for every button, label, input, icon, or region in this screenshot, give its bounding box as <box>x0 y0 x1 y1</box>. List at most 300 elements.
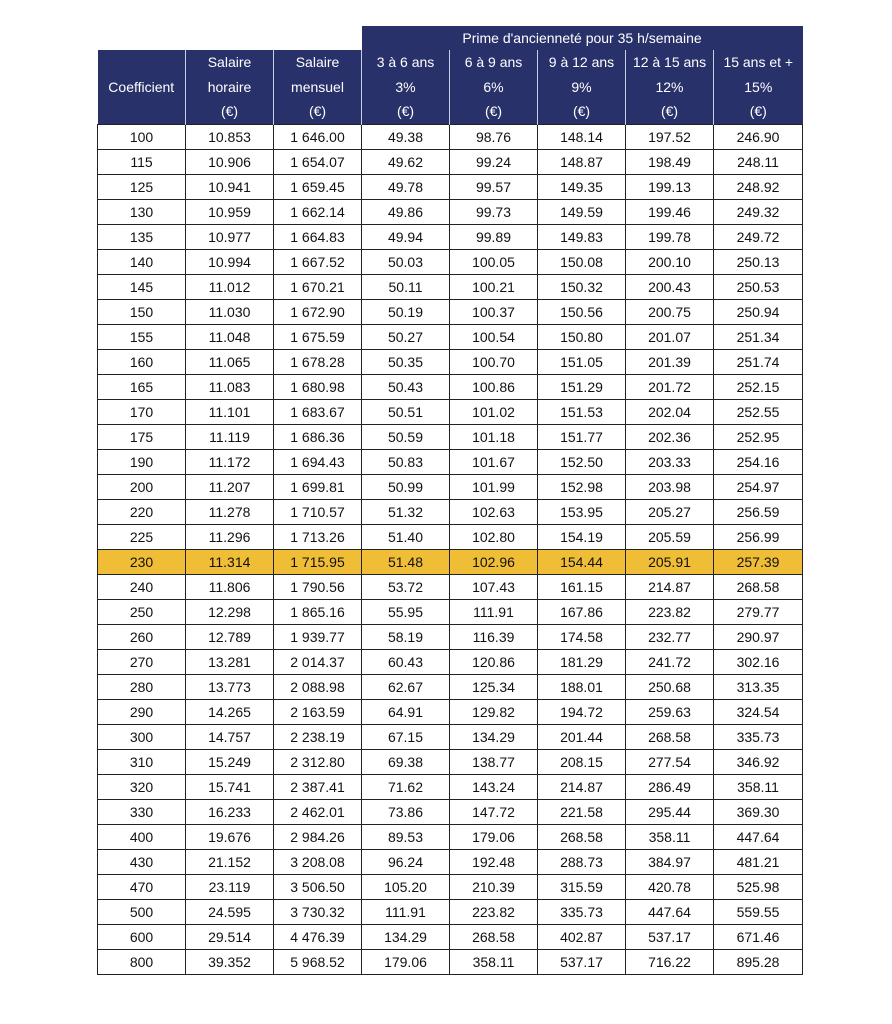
table-cell: 358.11 <box>626 825 714 850</box>
table-cell: 148.14 <box>538 125 626 150</box>
table-row <box>98 575 803 600</box>
table-cell: 53.72 <box>362 575 450 600</box>
header-salaire-mensuel <box>274 50 362 125</box>
table-cell: 100.86 <box>450 375 538 400</box>
table-cell: 250 <box>98 600 186 625</box>
table-cell: 249.32 <box>714 200 803 225</box>
table-cell: 102.80 <box>450 525 538 550</box>
table-cell: 302.16 <box>714 650 803 675</box>
table-cell: 192.48 <box>450 850 538 875</box>
table-cell: 188.01 <box>538 675 626 700</box>
table-cell: 175 <box>98 425 186 450</box>
table-cell: 16.233 <box>186 800 274 825</box>
salary-table-container <box>97 26 802 975</box>
table-cell: 248.92 <box>714 175 803 200</box>
table-cell: 800 <box>98 950 186 975</box>
table-cell: 481.21 <box>714 850 803 875</box>
table-cell: 201.72 <box>626 375 714 400</box>
table-cell: 252.95 <box>714 425 803 450</box>
table-cell: 50.27 <box>362 325 450 350</box>
header-line: 6% <box>483 79 504 95</box>
table-cell: 2 014.37 <box>274 650 362 675</box>
table-cell: 29.514 <box>186 925 274 950</box>
table-cell: 470 <box>98 875 186 900</box>
table-cell: 12.789 <box>186 625 274 650</box>
table-cell: 60.43 <box>362 650 450 675</box>
table-cell: 402.87 <box>538 925 626 950</box>
table-row <box>98 600 803 625</box>
table-cell: 225 <box>98 525 186 550</box>
table-cell: 251.34 <box>714 325 803 350</box>
table-cell: 2 163.59 <box>274 700 362 725</box>
table-cell: 257.39 <box>714 550 803 575</box>
table-cell: 194.72 <box>538 700 626 725</box>
table-cell: 151.77 <box>538 425 626 450</box>
table-cell: 1 672.90 <box>274 300 362 325</box>
table-row <box>98 675 803 700</box>
table-cell: 1 683.67 <box>274 400 362 425</box>
table-row <box>98 950 803 975</box>
table-cell: 170 <box>98 400 186 425</box>
table-row <box>98 250 803 275</box>
table-cell: 21.152 <box>186 850 274 875</box>
table-cell: 149.35 <box>538 175 626 200</box>
table-cell: 101.67 <box>450 450 538 475</box>
table-cell: 295.44 <box>626 800 714 825</box>
table-cell: 150.08 <box>538 250 626 275</box>
table-cell: 174.58 <box>538 625 626 650</box>
header-line: 9% <box>571 79 592 95</box>
table-cell: 270 <box>98 650 186 675</box>
table-cell: 134.29 <box>362 925 450 950</box>
table-cell: 221.58 <box>538 800 626 825</box>
table-cell: 111.91 <box>362 900 450 925</box>
table-cell: 1 715.95 <box>274 550 362 575</box>
header-line: 12 à 15 ans <box>632 54 707 70</box>
table-cell: 145 <box>98 275 186 300</box>
table-cell: 50.03 <box>362 250 450 275</box>
table-row <box>98 900 803 925</box>
table-row <box>98 200 803 225</box>
header-line: (€) <box>220 103 239 119</box>
table-cell: 50.43 <box>362 375 450 400</box>
header-columns-row <box>98 50 803 125</box>
table-cell: 150.56 <box>538 300 626 325</box>
table-row <box>98 725 803 750</box>
table-cell: 50.59 <box>362 425 450 450</box>
table-cell: 201.44 <box>538 725 626 750</box>
table-cell: 120.86 <box>450 650 538 675</box>
table-cell: 249.72 <box>714 225 803 250</box>
table-cell: 154.19 <box>538 525 626 550</box>
table-cell: 10.906 <box>186 150 274 175</box>
table-cell: 1 699.81 <box>274 475 362 500</box>
table-cell: 202.04 <box>626 400 714 425</box>
table-row <box>98 925 803 950</box>
table-cell: 210.39 <box>450 875 538 900</box>
table-row <box>98 325 803 350</box>
table-cell: 200.75 <box>626 300 714 325</box>
header-line: 3 à 6 ans <box>376 54 435 70</box>
table-cell: 384.97 <box>626 850 714 875</box>
table-cell: 248.11 <box>714 150 803 175</box>
table-cell: 346.92 <box>714 750 803 775</box>
table-cell: 1 694.43 <box>274 450 362 475</box>
table-cell: 101.02 <box>450 400 538 425</box>
table-cell: 49.86 <box>362 200 450 225</box>
table-cell: 277.54 <box>626 750 714 775</box>
header-line: Salaire <box>295 54 340 70</box>
table-cell: 220 <box>98 500 186 525</box>
header-coefficient <box>98 50 186 125</box>
header-group-row <box>98 26 803 50</box>
table-row <box>98 300 803 325</box>
table-cell: 15.249 <box>186 750 274 775</box>
table-cell: 24.595 <box>186 900 274 925</box>
table-cell: 254.16 <box>714 450 803 475</box>
table-cell: 268.58 <box>626 725 714 750</box>
table-cell: 315.59 <box>538 875 626 900</box>
table-row <box>98 275 803 300</box>
table-cell: 671.46 <box>714 925 803 950</box>
table-cell: 223.82 <box>450 900 538 925</box>
table-cell: 11.278 <box>186 500 274 525</box>
table-cell: 3 208.08 <box>274 850 362 875</box>
table-cell: 13.773 <box>186 675 274 700</box>
table-cell: 49.38 <box>362 125 450 150</box>
header-line: Salaire <box>207 54 252 70</box>
header-line: (€) <box>484 103 503 119</box>
header-prime-15-plus <box>714 50 803 125</box>
table-cell: 51.48 <box>362 550 450 575</box>
table-row <box>98 775 803 800</box>
header-line: (€) <box>749 103 767 119</box>
table-cell: 1 713.26 <box>274 525 362 550</box>
table-cell: 11.207 <box>186 475 274 500</box>
table-cell: 1 667.52 <box>274 250 362 275</box>
table-cell: 99.73 <box>450 200 538 225</box>
table-cell: 167.86 <box>538 600 626 625</box>
table-cell: 3 506.50 <box>274 875 362 900</box>
table-cell: 151.05 <box>538 350 626 375</box>
table-cell: 2 312.80 <box>274 750 362 775</box>
table-cell: 4 476.39 <box>274 925 362 950</box>
table-cell: 64.91 <box>362 700 450 725</box>
table-cell: 1 939.77 <box>274 625 362 650</box>
table-cell: 11.065 <box>186 350 274 375</box>
table-cell: 205.27 <box>626 500 714 525</box>
table-cell: 49.94 <box>362 225 450 250</box>
table-cell: 51.32 <box>362 500 450 525</box>
header-line: mensuel <box>291 79 344 95</box>
table-cell: 716.22 <box>626 950 714 975</box>
table-cell: 1 659.45 <box>274 175 362 200</box>
table-cell: 537.17 <box>626 925 714 950</box>
table-cell: 148.87 <box>538 150 626 175</box>
table-cell: 50.51 <box>362 400 450 425</box>
table-cell: 1 670.21 <box>274 275 362 300</box>
table-cell: 98.76 <box>450 125 538 150</box>
table-cell: 300 <box>98 725 186 750</box>
table-cell: 203.98 <box>626 475 714 500</box>
table-cell: 256.59 <box>714 500 803 525</box>
table-cell: 147.72 <box>450 800 538 825</box>
table-cell: 49.78 <box>362 175 450 200</box>
table-cell: 89.53 <box>362 825 450 850</box>
table-cell: 161.15 <box>538 575 626 600</box>
table-cell: 100.37 <box>450 300 538 325</box>
table-cell: 10.941 <box>186 175 274 200</box>
table-cell: 358.11 <box>714 775 803 800</box>
table-cell: 2 088.98 <box>274 675 362 700</box>
table-row <box>98 550 803 575</box>
table-cell: 100.54 <box>450 325 538 350</box>
table-cell: 19.676 <box>186 825 274 850</box>
table-cell: 11.806 <box>186 575 274 600</box>
table-row <box>98 825 803 850</box>
table-row <box>98 150 803 175</box>
table-cell: 600 <box>98 925 186 950</box>
table-cell: 69.38 <box>362 750 450 775</box>
header-blank-cell <box>98 26 362 50</box>
table-cell: 201.39 <box>626 350 714 375</box>
table-cell: 447.64 <box>626 900 714 925</box>
table-cell: 1 710.57 <box>274 500 362 525</box>
table-cell: 400 <box>98 825 186 850</box>
table-cell: 286.49 <box>626 775 714 800</box>
table-cell: 430 <box>98 850 186 875</box>
table-cell: 199.13 <box>626 175 714 200</box>
table-cell: 241.72 <box>626 650 714 675</box>
table-cell: 208.15 <box>538 750 626 775</box>
table-cell: 260 <box>98 625 186 650</box>
table-cell: 11.012 <box>186 275 274 300</box>
table-cell: 12.298 <box>186 600 274 625</box>
table-cell: 205.59 <box>626 525 714 550</box>
table-cell: 230 <box>98 550 186 575</box>
table-cell: 165 <box>98 375 186 400</box>
table-cell: 125 <box>98 175 186 200</box>
table-cell: 62.67 <box>362 675 450 700</box>
table-row <box>98 875 803 900</box>
table-cell: 125.34 <box>450 675 538 700</box>
table-cell: 99.89 <box>450 225 538 250</box>
table-row <box>98 350 803 375</box>
header-line: 12% <box>655 79 684 95</box>
table-cell: 140 <box>98 250 186 275</box>
table-cell: 102.63 <box>450 500 538 525</box>
header-prime-9-12 <box>538 50 626 125</box>
table-cell: 252.55 <box>714 400 803 425</box>
table-cell: 254.97 <box>714 475 803 500</box>
header-line: 9 à 12 ans <box>548 54 615 70</box>
table-cell: 151.29 <box>538 375 626 400</box>
table-cell: 313.35 <box>714 675 803 700</box>
table-cell: 143.24 <box>450 775 538 800</box>
table-cell: 1 662.14 <box>274 200 362 225</box>
table-cell: 537.17 <box>538 950 626 975</box>
table-cell: 1 646.00 <box>274 125 362 150</box>
table-cell: 246.90 <box>714 125 803 150</box>
salary-table-body <box>98 125 803 975</box>
table-cell: 324.54 <box>714 700 803 725</box>
table-cell: 223.82 <box>626 600 714 625</box>
table-cell: 130 <box>98 200 186 225</box>
table-row <box>98 400 803 425</box>
table-cell: 50.19 <box>362 300 450 325</box>
table-row <box>98 850 803 875</box>
table-cell: 51.40 <box>362 525 450 550</box>
table-cell: 102.96 <box>450 550 538 575</box>
table-cell: 155 <box>98 325 186 350</box>
header-line: (€) <box>660 103 679 119</box>
table-cell: 150.80 <box>538 325 626 350</box>
table-cell: 73.86 <box>362 800 450 825</box>
table-row <box>98 175 803 200</box>
table-cell: 200.43 <box>626 275 714 300</box>
table-cell: 153.95 <box>538 500 626 525</box>
table-cell: 96.24 <box>362 850 450 875</box>
table-cell: 5 968.52 <box>274 950 362 975</box>
table-cell: 420.78 <box>626 875 714 900</box>
table-cell: 199.46 <box>626 200 714 225</box>
table-cell: 10.977 <box>186 225 274 250</box>
table-cell: 115 <box>98 150 186 175</box>
table-cell: 14.757 <box>186 725 274 750</box>
table-cell: 1 865.16 <box>274 600 362 625</box>
table-cell: 200 <box>98 475 186 500</box>
table-cell: 149.59 <box>538 200 626 225</box>
table-cell: 2 387.41 <box>274 775 362 800</box>
table-cell: 100.70 <box>450 350 538 375</box>
header-line: 6 à 9 ans <box>464 54 523 70</box>
table-cell: 150.32 <box>538 275 626 300</box>
header-prime-12-15 <box>626 50 714 125</box>
table-row <box>98 450 803 475</box>
header-group-title: Prime d'ancienneté pour 35 h/semaine <box>362 26 803 50</box>
table-cell: 134.29 <box>450 725 538 750</box>
table-cell: 11.083 <box>186 375 274 400</box>
table-cell: 179.06 <box>450 825 538 850</box>
table-cell: 107.43 <box>450 575 538 600</box>
table-cell: 335.73 <box>538 900 626 925</box>
table-cell: 203.33 <box>626 450 714 475</box>
table-cell: 290.97 <box>714 625 803 650</box>
table-cell: 252.15 <box>714 375 803 400</box>
table-cell: 39.352 <box>186 950 274 975</box>
table-cell: 268.58 <box>538 825 626 850</box>
table-row <box>98 375 803 400</box>
table-cell: 150 <box>98 300 186 325</box>
table-cell: 447.64 <box>714 825 803 850</box>
table-cell: 500 <box>98 900 186 925</box>
table-cell: 49.62 <box>362 150 450 175</box>
table-cell: 152.98 <box>538 475 626 500</box>
table-cell: 14.265 <box>186 700 274 725</box>
table-cell: 199.78 <box>626 225 714 250</box>
table-cell: 1 790.56 <box>274 575 362 600</box>
table-cell: 288.73 <box>538 850 626 875</box>
table-cell: 11.101 <box>186 400 274 425</box>
table-cell: 10.959 <box>186 200 274 225</box>
table-cell: 99.57 <box>450 175 538 200</box>
table-cell: 330 <box>98 800 186 825</box>
table-cell: 214.87 <box>626 575 714 600</box>
table-cell: 99.24 <box>450 150 538 175</box>
table-cell: 250.53 <box>714 275 803 300</box>
table-cell: 525.98 <box>714 875 803 900</box>
table-cell: 100 <box>98 125 186 150</box>
table-row <box>98 225 803 250</box>
header-line: horaire <box>207 79 252 95</box>
table-cell: 369.30 <box>714 800 803 825</box>
table-row <box>98 525 803 550</box>
table-cell: 232.77 <box>626 625 714 650</box>
table-cell: 1 686.36 <box>274 425 362 450</box>
header-coefficient-label: Coefficient <box>108 79 175 95</box>
table-cell: 55.95 <box>362 600 450 625</box>
table-cell: 50.83 <box>362 450 450 475</box>
table-cell: 152.50 <box>538 450 626 475</box>
table-row <box>98 125 803 150</box>
table-cell: 10.853 <box>186 125 274 150</box>
table-cell: 1 664.83 <box>274 225 362 250</box>
header-line: 15% <box>744 79 773 95</box>
table-cell: 251.74 <box>714 350 803 375</box>
table-cell: 10.994 <box>186 250 274 275</box>
table-cell: 2 462.01 <box>274 800 362 825</box>
table-cell: 259.63 <box>626 700 714 725</box>
table-cell: 160 <box>98 350 186 375</box>
table-cell: 58.19 <box>362 625 450 650</box>
table-cell: 335.73 <box>714 725 803 750</box>
table-row <box>98 500 803 525</box>
table-cell: 181.29 <box>538 650 626 675</box>
table-row <box>98 750 803 775</box>
header-line: (€) <box>572 103 591 119</box>
table-cell: 190 <box>98 450 186 475</box>
table-cell: 205.91 <box>626 550 714 575</box>
table-cell: 3 730.32 <box>274 900 362 925</box>
table-cell: 105.20 <box>362 875 450 900</box>
table-cell: 111.91 <box>450 600 538 625</box>
table-cell: 71.62 <box>362 775 450 800</box>
table-cell: 135 <box>98 225 186 250</box>
table-cell: 290 <box>98 700 186 725</box>
table-cell: 101.99 <box>450 475 538 500</box>
table-cell: 268.58 <box>450 925 538 950</box>
table-cell: 67.15 <box>362 725 450 750</box>
header-salaire-horaire <box>186 50 274 125</box>
table-cell: 2 238.19 <box>274 725 362 750</box>
table-row <box>98 650 803 675</box>
table-cell: 310 <box>98 750 186 775</box>
table-cell: 11.296 <box>186 525 274 550</box>
table-cell: 11.048 <box>186 325 274 350</box>
table-row <box>98 625 803 650</box>
table-cell: 1 654.07 <box>274 150 362 175</box>
table-cell: 11.172 <box>186 450 274 475</box>
table-cell: 250.94 <box>714 300 803 325</box>
table-cell: 358.11 <box>450 950 538 975</box>
header-line: (€) <box>396 103 415 119</box>
header-prime-6-9 <box>450 50 538 125</box>
header-line: 3% <box>395 79 416 95</box>
table-cell: 280 <box>98 675 186 700</box>
table-cell: 23.119 <box>186 875 274 900</box>
table-cell: 100.05 <box>450 250 538 275</box>
table-cell: 100.21 <box>450 275 538 300</box>
